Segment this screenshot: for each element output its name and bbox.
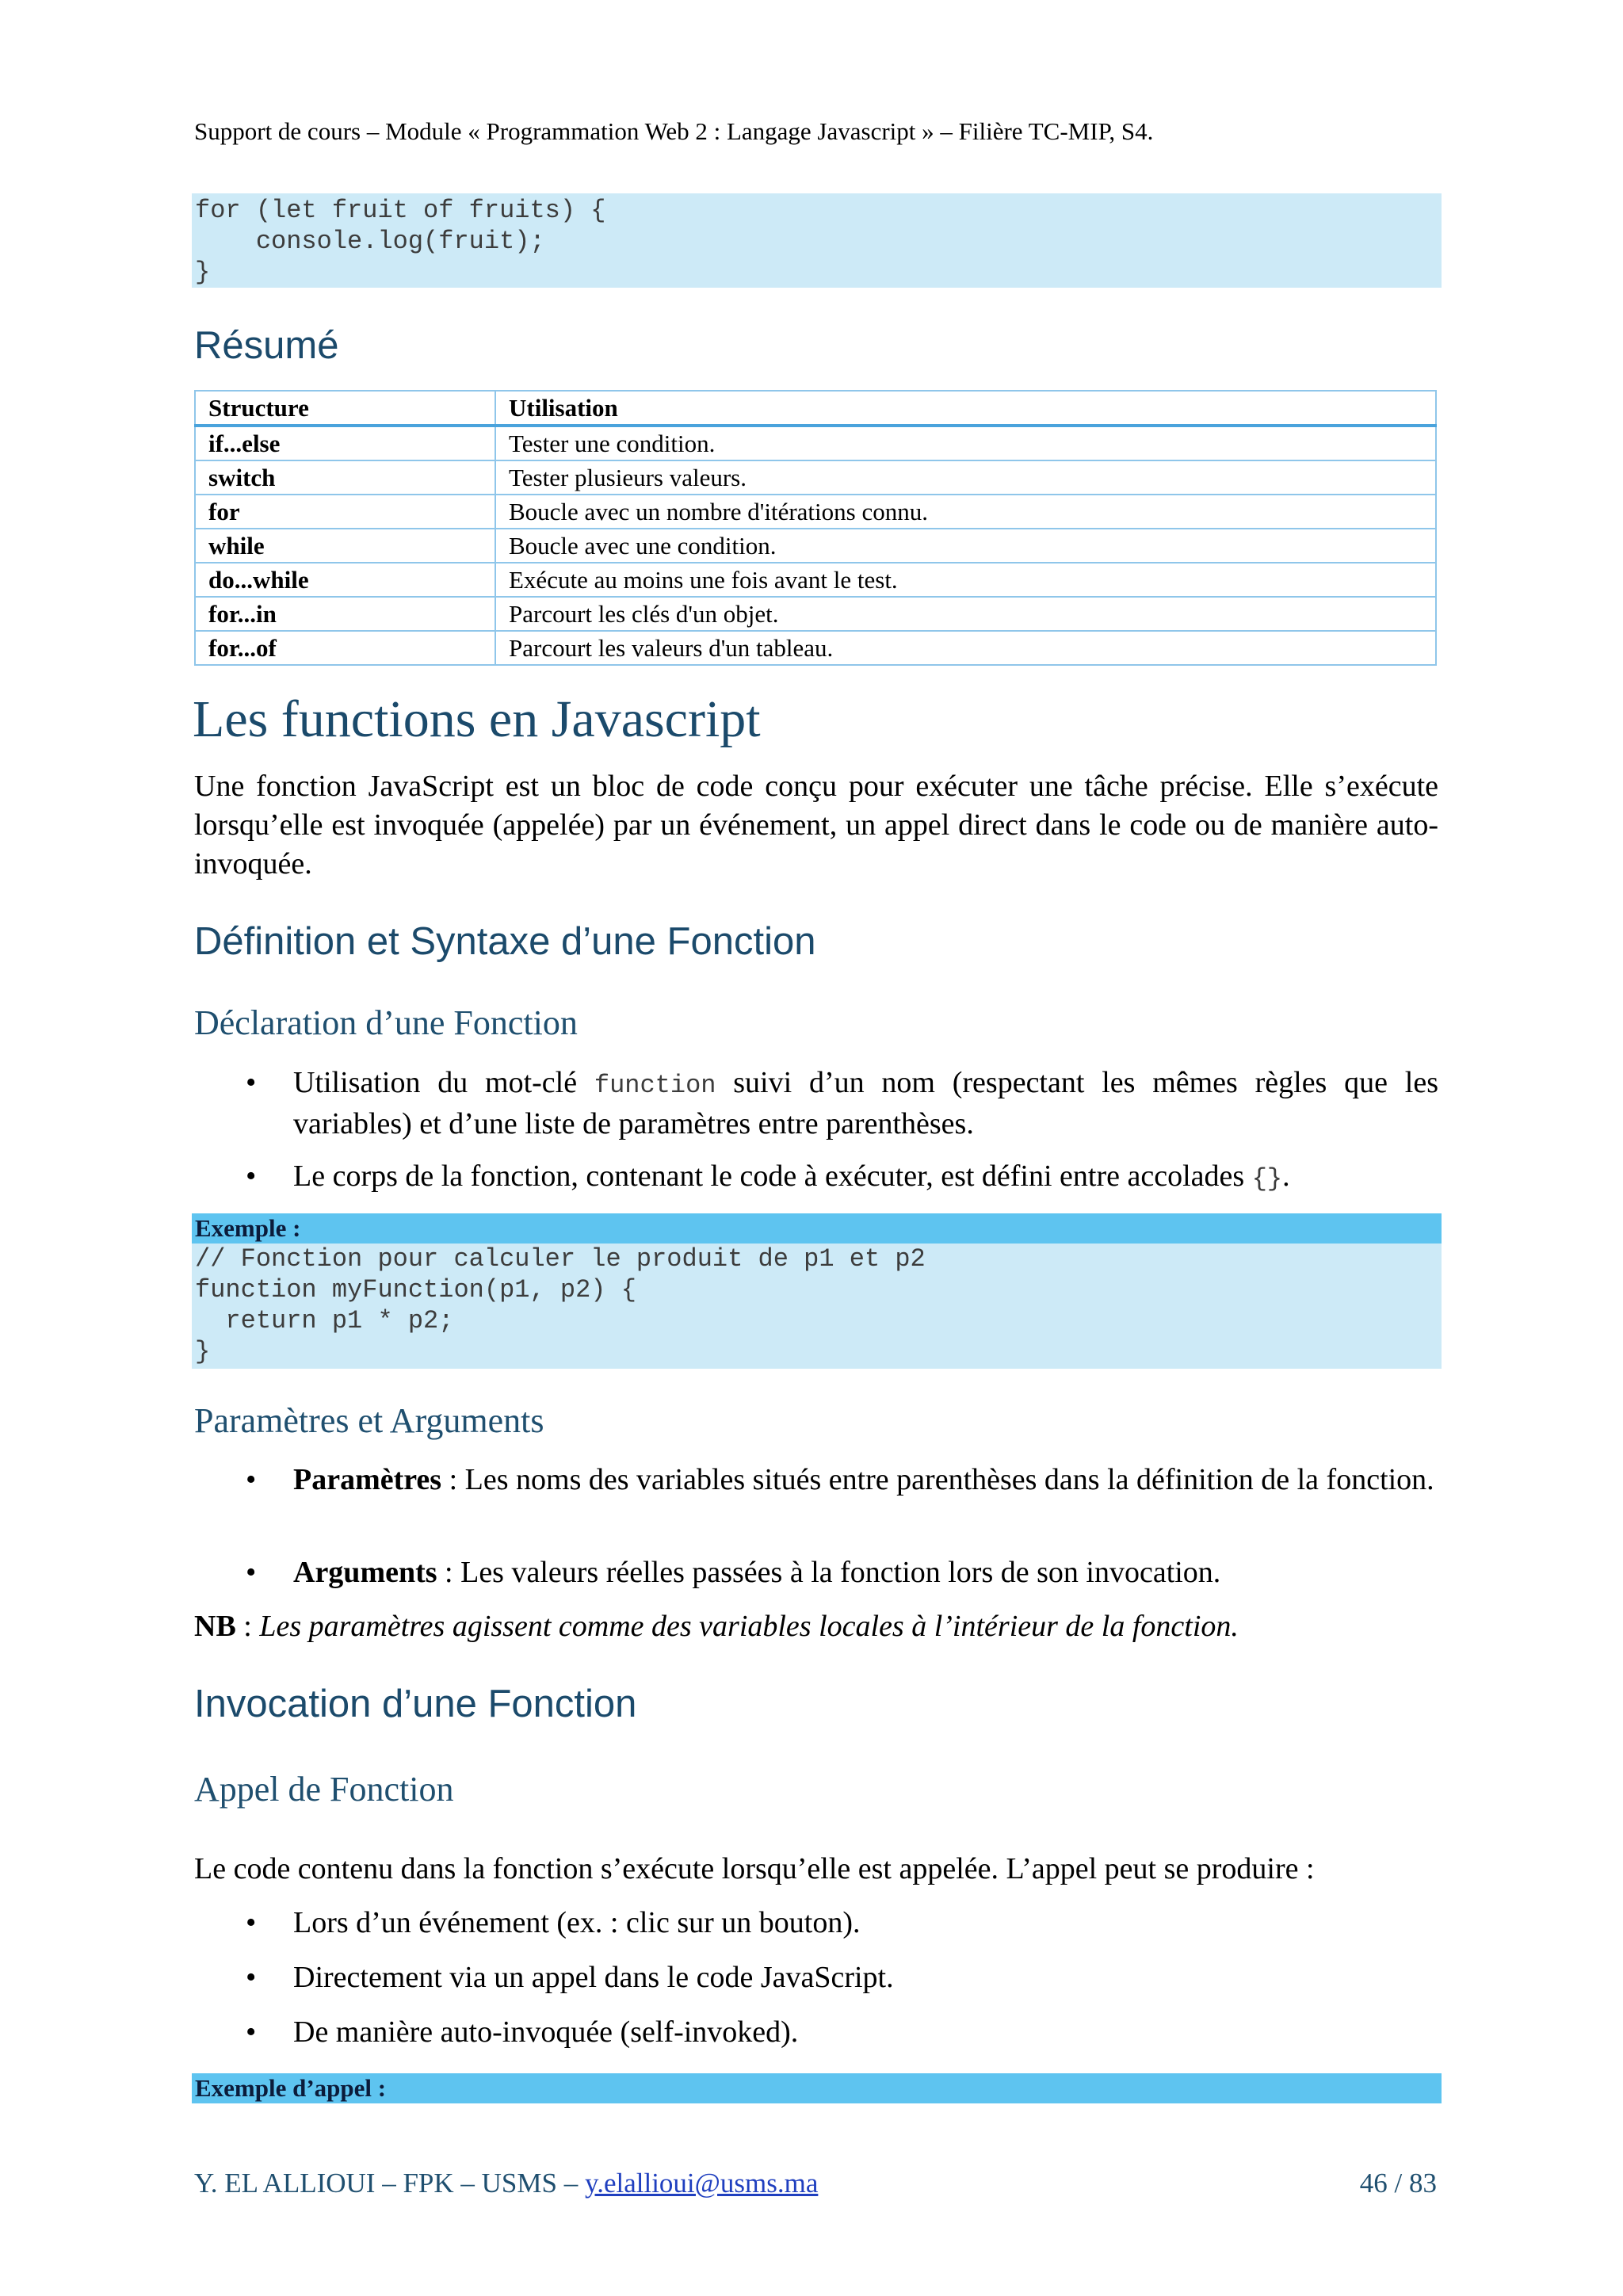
table-row bbox=[195, 597, 1436, 631]
table-cell: switch bbox=[195, 460, 495, 495]
inline-code: {} bbox=[1251, 1164, 1283, 1194]
table-row bbox=[195, 426, 1436, 460]
table-cell: Tester une condition. bbox=[495, 426, 1436, 460]
table-cell: Boucle avec un nombre d'itérations connu. bbox=[495, 495, 1436, 529]
resume-heading: Résumé bbox=[194, 324, 339, 367]
list-item: • Utilisation du mot-clé function suivi d’un nom (respectant les mêmes règles que les variables) et d’une liste de paramètres entre parenthèses. bbox=[293, 1064, 1438, 1144]
bullet-icon: • bbox=[246, 1463, 257, 1496]
table-row bbox=[195, 631, 1436, 665]
table-cell: for...of bbox=[195, 631, 495, 665]
table-row bbox=[195, 563, 1436, 597]
list-item: • Directement via un appel dans le code JavaScript. bbox=[293, 1958, 1438, 1997]
table-header-cell: Utilisation bbox=[495, 391, 1436, 426]
table-cell: Tester plusieurs valeurs. bbox=[495, 460, 1436, 495]
bullet-icon: • bbox=[246, 2015, 257, 2049]
bullet-icon: • bbox=[246, 1906, 257, 1939]
page-header: Support de cours – Module « Programmation Web 2 : Langage Javascript » – Filière TC-MIP, S4. bbox=[194, 117, 1154, 145]
table-cell: Parcourt les valeurs d'un tableau. bbox=[495, 631, 1436, 665]
declaration-heading: Déclaration d’une Fonction bbox=[194, 1003, 578, 1042]
page-number: 46 / 83 bbox=[1359, 2168, 1437, 2199]
bullet-icon: • bbox=[246, 1159, 257, 1193]
table-row bbox=[195, 495, 1436, 529]
list-item: • Lors d’un événement (ex. : clic sur un bouton). bbox=[293, 1904, 1438, 1943]
table-header-cell: Structure bbox=[195, 391, 495, 426]
code-block-function: // Fonction pour calculer le produit de p1 et p2 function myFunction(p1, p2) { return p1 * p2; } bbox=[192, 1244, 1442, 1369]
code-block-for-of: for (let fruit of fruits) { console.log(fruit); } bbox=[192, 193, 1442, 288]
functions-intro: Une fonction JavaScript est un bloc de code conçu pour exécuter une tâche précise. Elle s’exécute lorsqu’elle est invoquée (appelée) par un événement, un appel direct dans le code ou de manière auto-invoquée. bbox=[194, 770, 1438, 881]
table-cell: for...in bbox=[195, 597, 495, 631]
table-cell: do...while bbox=[195, 563, 495, 597]
table-row bbox=[195, 460, 1436, 495]
author-email-link[interactable]: y.elallioui@usms.ma bbox=[584, 2168, 819, 2199]
table-row bbox=[195, 529, 1436, 563]
example-label: Exemple : bbox=[192, 1213, 1442, 1244]
appel-heading: Appel de Fonction bbox=[194, 1770, 454, 1809]
list-item: • Paramètres : Les noms des variables situés entre parenthèses dans la définition de la fonction. bbox=[293, 1461, 1438, 1499]
table-cell: while bbox=[195, 529, 495, 563]
table-cell: Boucle avec une condition. bbox=[495, 529, 1436, 563]
bullet-icon: • bbox=[246, 1066, 257, 1099]
summary-table bbox=[194, 390, 1437, 666]
nb-note: NB : Les paramètres agissent comme des variables locales à l’intérieur de la fonction. bbox=[194, 1610, 1239, 1643]
bullet-icon: • bbox=[246, 1556, 257, 1589]
table-cell: Parcourt les clés d'un objet. bbox=[495, 597, 1436, 631]
table-cell: Exécute au moins une fois avant le test. bbox=[495, 563, 1436, 597]
inline-code: function bbox=[594, 1071, 716, 1100]
invocation-heading: Invocation d’une Fonction bbox=[194, 1683, 637, 1725]
table-cell: if...else bbox=[195, 426, 495, 460]
functions-heading: Les functions en Javascript bbox=[193, 690, 761, 748]
table-header-row bbox=[195, 391, 1436, 426]
list-item: • Le corps de la fonction, contenant le code à exécuter, est défini entre accolades {}. bbox=[293, 1157, 1438, 1198]
list-item: • Arguments : Les valeurs réelles passées à la fonction lors de son invocation. bbox=[293, 1553, 1438, 1592]
list-item: • De manière auto-invoquée (self-invoked). bbox=[293, 2013, 1438, 2052]
params-heading: Paramètres et Arguments bbox=[194, 1401, 544, 1440]
table-cell: for bbox=[195, 495, 495, 529]
footer-author: Y. EL ALLIOUI – FPK – USMS – y.elallioui@usms.ma bbox=[194, 2168, 819, 2199]
appel-intro: Le code contenu dans la fonction s’exécute lorsqu’elle est appelée. L’appel peut se produire : bbox=[194, 1852, 1315, 1885]
definition-heading: Définition et Syntaxe d’une Fonction bbox=[194, 920, 816, 963]
bullet-icon: • bbox=[246, 1961, 257, 1994]
example-call-label: Exemple d’appel : bbox=[192, 2073, 1442, 2103]
